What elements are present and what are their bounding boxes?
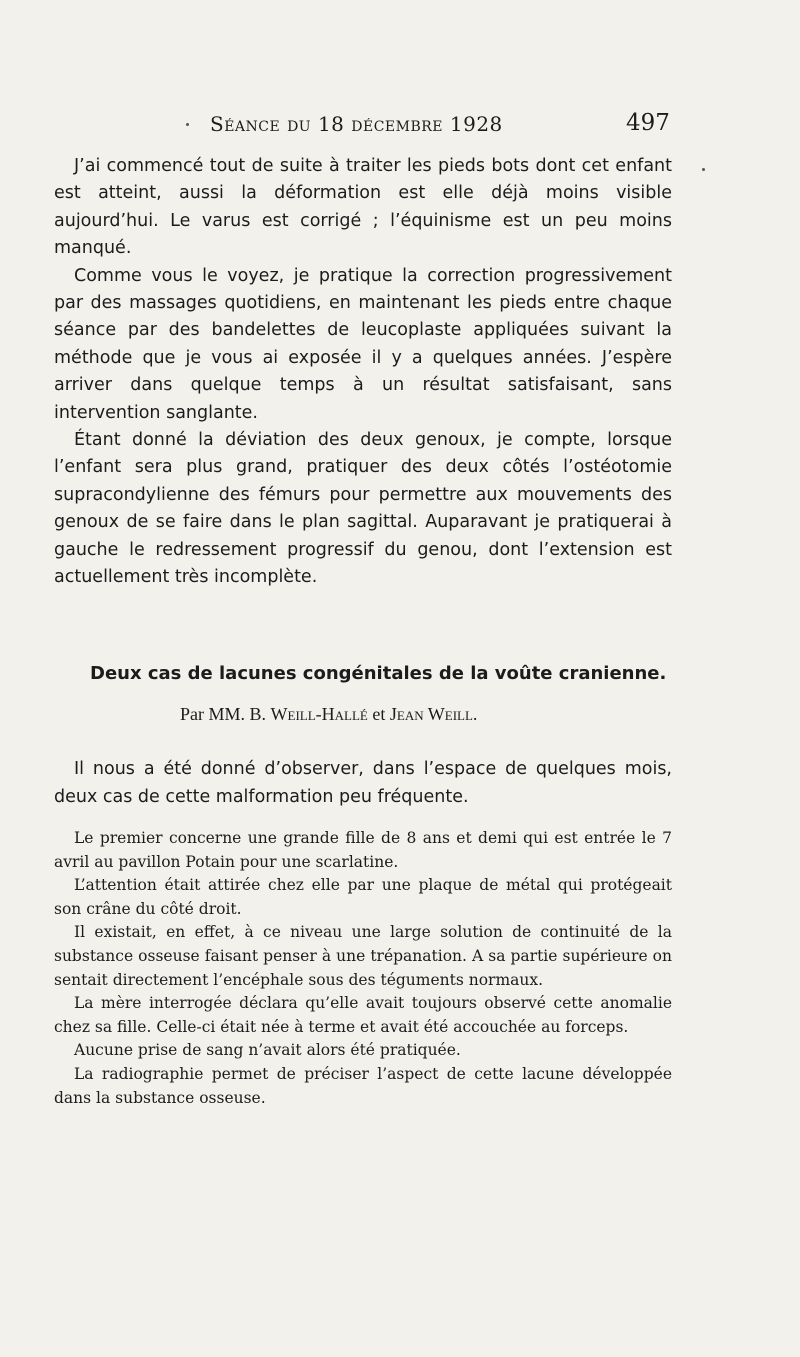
article-intro [54, 755, 672, 811]
paragraph: Aucune prise de sang n’avait alors été pratiquée. [74, 1041, 461, 1060]
paragraph: Il existait, en effet, à ce niveau une large solution de continuité de la substance osseuse faisant penser à une trépanation. A sa partie supérieure on sentait directement l’encéphale sous des téguments normaux. [54, 923, 672, 989]
margin-dot [702, 168, 705, 171]
byline-join: et [372, 704, 386, 724]
section-continued-text [54, 153, 672, 592]
paragraph: Il nous a été donné d’observer, dans l’espace de quelques mois, deux cas de cette malformation peu fréquente. [54, 759, 672, 807]
paragraph: La mère interrogée déclara qu’elle avait toujours observé cette anomalie chez sa fille. Celle-ci était née à terme et avait été accouchée au forceps. [54, 994, 672, 1036]
byline-prefix: Par MM. B. [180, 704, 267, 724]
paragraph: La radiographie permet de préciser l’aspect de cette lacune développée dans la substance osseuse. [54, 1064, 672, 1107]
header-title: Séance du 18 décembre 1928 [210, 112, 503, 136]
paragraph: J’ai commencé tout de suite à traiter les pieds bots dont cet enfant est atteint, aussi la déformation est elle déjà moins visible aujourd’hui. Le varus est corrigé ; l’équinisme est un peu moins manqué. [54, 156, 672, 259]
article-byline [180, 704, 477, 725]
paragraph: L’attention était attirée chez elle par une plaque de métal qui protégeait son crâne du côté droit. [54, 876, 672, 918]
article-body [54, 827, 672, 1110]
author-name: Weill-Hallé [270, 704, 368, 724]
running-header [0, 112, 800, 142]
article-title: Deux cas de lacunes congénitales de la voûte cranienne. [90, 663, 667, 684]
paragraph: Étant donné la déviation des deux genoux, je compte, lorsque l’enfant sera plus grand, pratiquer des deux côtés l’ostéotomie supracondylienne des fémurs pour permettre aux mouvements des genoux de se faire dans le plan sagittal. Auparavant je pratiquerai à gauche le redressement progressif du genou, dont l’extension est actuellement très incomplète. [54, 430, 672, 588]
page-number: 497 [626, 110, 670, 136]
paragraph: Le premier concerne une grande fille de 8 ans et demi qui est entrée le 7 avril au pavillon Potain pour une scarlatine. [54, 829, 672, 871]
paragraph: Comme vous le voyez, je pratique la correction progressivement par des massages quotidiens, en maintenant les pieds entre chaque séance par des bandelettes de leucoplaste appliquées suivant la méthode que je vous ai exposée il y a quelques années. J’espère arriver dans quelque temps à un résultat satisfaisant, sans intervention sanglante. [54, 265, 672, 423]
author-name: Jean Weill. [389, 704, 478, 724]
